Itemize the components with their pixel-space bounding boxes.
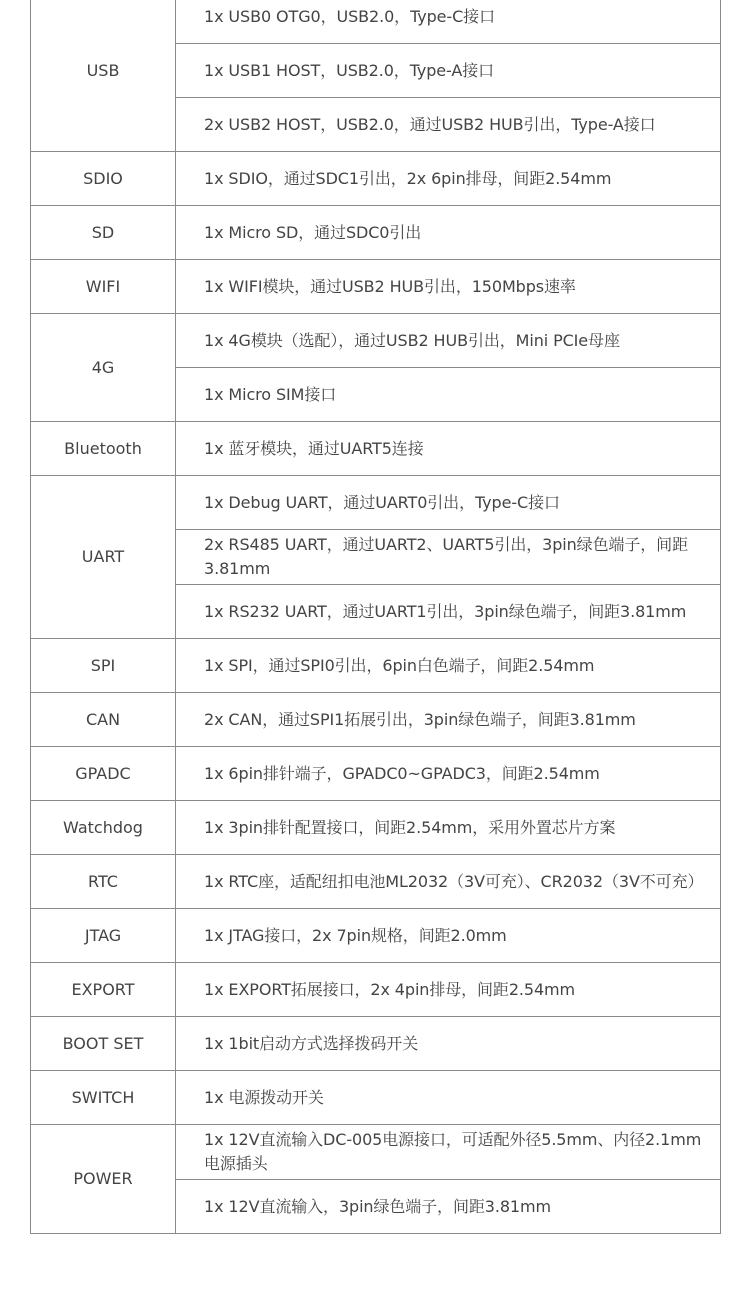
interface-name-cell: WIFI: [31, 260, 176, 314]
interface-description-cell: 1x SPI，通过SPI0引出，6pin白色端子，间距2.54mm: [176, 639, 721, 693]
table-row: [31, 855, 721, 909]
interface-description-cell: 2x USB2 HOST，USB2.0，通过USB2 HUB引出，Type-A接口: [176, 98, 721, 152]
table-row: [31, 152, 721, 206]
interface-name-cell: GPADC: [31, 747, 176, 801]
interface-description-cell: 1x 4G模块（选配），通过USB2 HUB引出，Mini PCIe母座: [176, 314, 721, 368]
interface-description-cell: 1x USB1 HOST，USB2.0，Type-A接口: [176, 44, 721, 98]
table-row: [31, 1125, 721, 1180]
interface-description-cell: 1x EXPORT拓展接口，2x 4pin排母，间距2.54mm: [176, 963, 721, 1017]
interface-name-cell: BOOT SET: [31, 1017, 176, 1071]
interface-description-cell: 1x 6pin排针端子，GPADC0~GPADC3，间距2.54mm: [176, 747, 721, 801]
interface-description-cell: 1x 1bit启动方式选择拨码开关: [176, 1017, 721, 1071]
interface-name-cell: SDIO: [31, 152, 176, 206]
interface-description-cell: 1x Micro SD，通过SDC0引出: [176, 206, 721, 260]
interface-name-cell: 4G: [31, 314, 176, 422]
interface-description-cell: 1x 电源拨动开关: [176, 1071, 721, 1125]
interface-description-cell: 1x 3pin排针配置接口，间距2.54mm，采用外置芯片方案: [176, 801, 721, 855]
table-row: [31, 747, 721, 801]
table-row: [31, 314, 721, 368]
table-row: [31, 909, 721, 963]
interface-name-cell: RTC: [31, 855, 176, 909]
table-row: [31, 801, 721, 855]
spec-table: [30, 0, 721, 1234]
interface-description-cell: 1x JTAG接口，2x 7pin规格，间距2.0mm: [176, 909, 721, 963]
table-row: [31, 206, 721, 260]
table-row: [31, 963, 721, 1017]
interface-name-cell: EXPORT: [31, 963, 176, 1017]
table-row: [31, 639, 721, 693]
interface-description-cell: 1x 蓝牙模块，通过UART5连接: [176, 422, 721, 476]
interface-description-cell: 1x USB0 OTG0，USB2.0，Type-C接口: [176, 0, 721, 44]
interface-name-cell: Bluetooth: [31, 422, 176, 476]
table-row: [31, 260, 721, 314]
interface-description-cell: 2x CAN，通过SPI1拓展引出，3pin绿色端子，间距3.81mm: [176, 693, 721, 747]
interface-description-cell: 1x RS232 UART，通过UART1引出，3pin绿色端子，间距3.81mm: [176, 585, 721, 639]
interface-name-cell: POWER: [31, 1125, 176, 1234]
table-row: [31, 0, 721, 44]
interface-description-cell: 1x 12V直流输入DC-005电源接口，可适配外径5.5mm、内径2.1mm电源插头: [176, 1125, 721, 1180]
interface-name-cell: UART: [31, 476, 176, 639]
interface-name-cell: SPI: [31, 639, 176, 693]
interface-description-cell: 1x RTC座，适配纽扣电池ML2032（3V可充）、CR2032（3V不可充）: [176, 855, 721, 909]
table-row: [31, 693, 721, 747]
interface-description-cell: 1x Micro SIM接口: [176, 368, 721, 422]
interface-name-cell: JTAG: [31, 909, 176, 963]
interface-description-cell: 1x SDIO，通过SDC1引出，2x 6pin排母，间距2.54mm: [176, 152, 721, 206]
interface-name-cell: SD: [31, 206, 176, 260]
table-row: [31, 1017, 721, 1071]
interface-name-cell: Watchdog: [31, 801, 176, 855]
interface-name-cell: USB: [31, 0, 176, 152]
table-row: [31, 1071, 721, 1125]
table-row: [31, 476, 721, 530]
interface-description-cell: 2x RS485 UART，通过UART2、UART5引出，3pin绿色端子，间距3.81mm: [176, 530, 721, 585]
interface-description-cell: 1x WIFI模块，通过USB2 HUB引出，150Mbps速率: [176, 260, 721, 314]
interface-description-cell: 1x Debug UART，通过UART0引出，Type-C接口: [176, 476, 721, 530]
spec-table-body: [31, 0, 721, 1234]
interface-name-cell: SWITCH: [31, 1071, 176, 1125]
interface-name-cell: CAN: [31, 693, 176, 747]
interface-description-cell: 1x 12V直流输入，3pin绿色端子，间距3.81mm: [176, 1180, 721, 1234]
table-row: [31, 422, 721, 476]
